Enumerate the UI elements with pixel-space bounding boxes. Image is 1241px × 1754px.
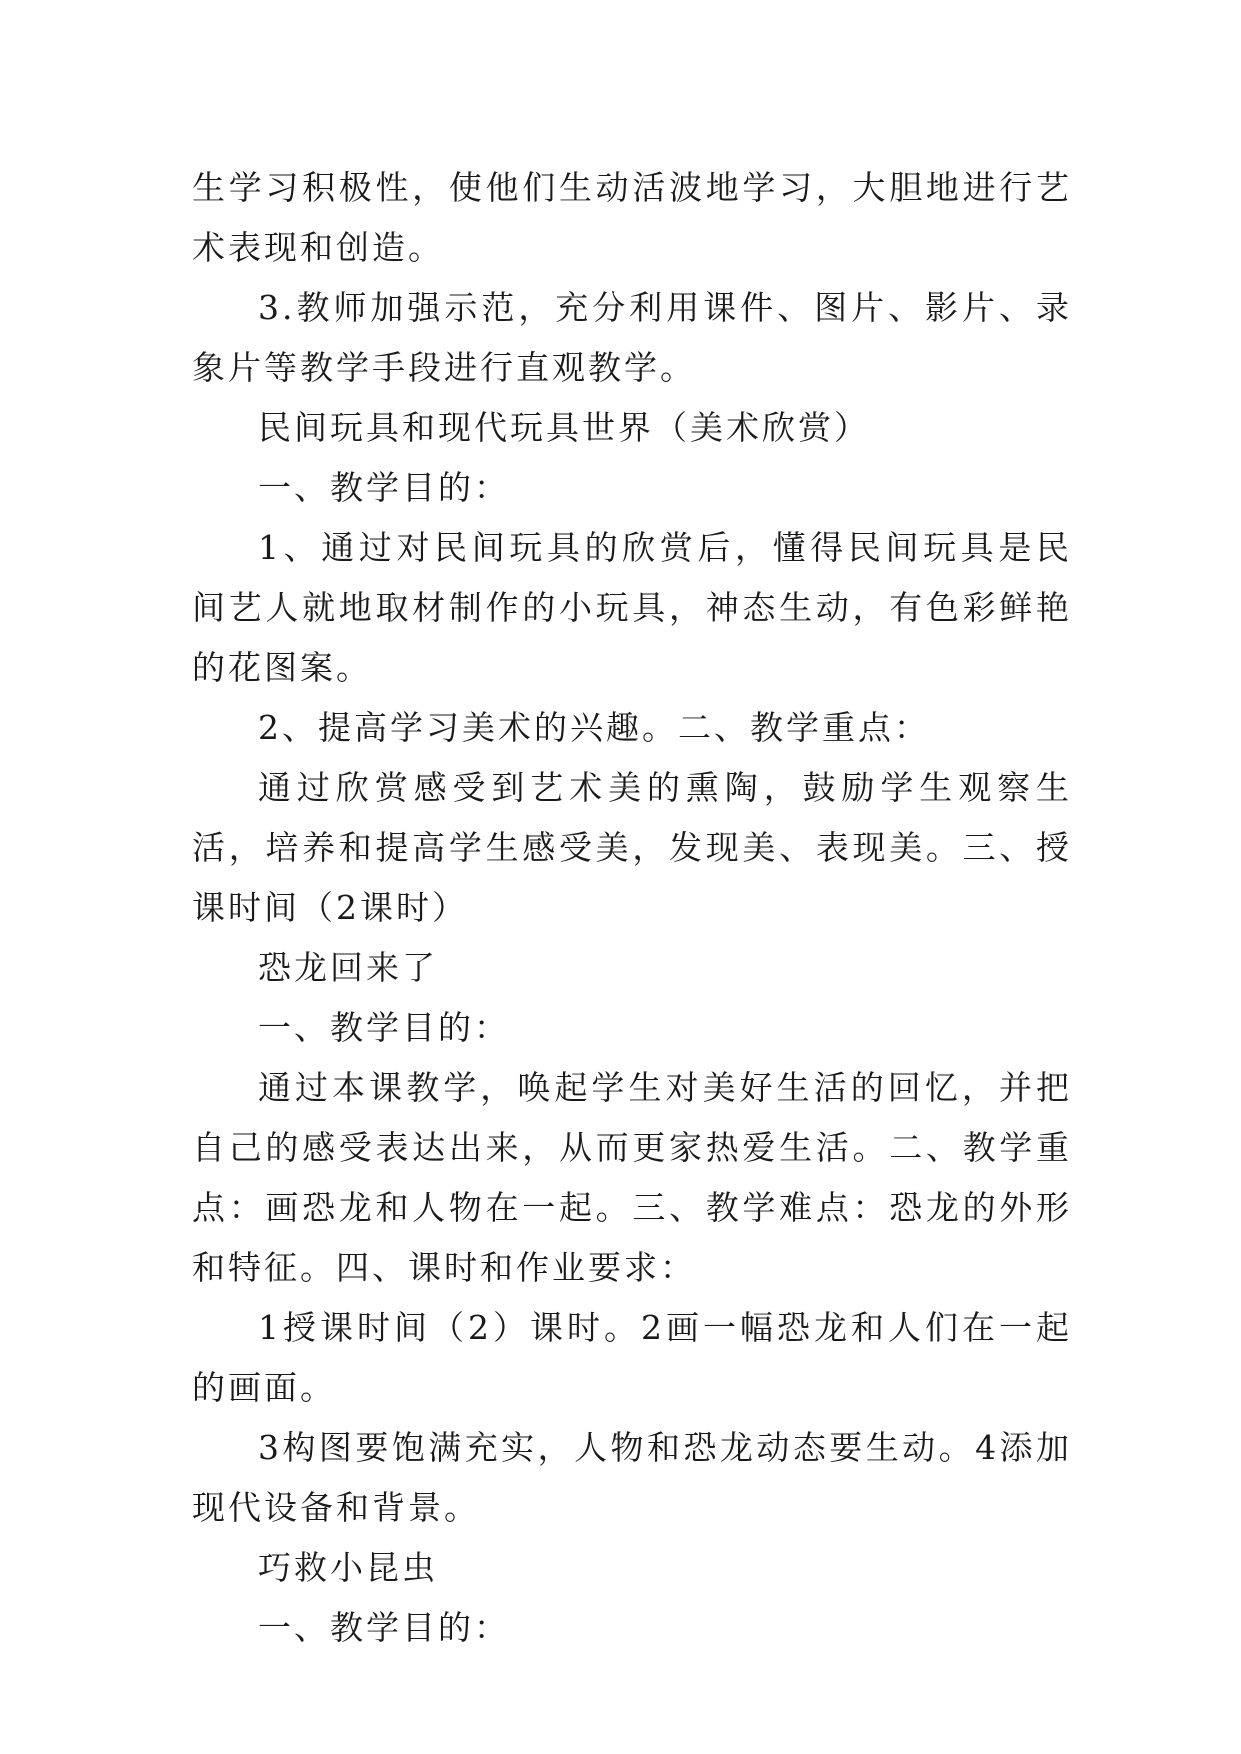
paragraph: 通过本课教学，唤起学生对美好生活的回忆，并把自己的感受表达出来，从而更家热爱生活。二、教学重点：画恐龙和人物在一起。三、教学难点：恐龙的外形和特征。四、课时和作业要求： <box>192 1068 1072 1287</box>
document-body <box>192 158 1072 1658</box>
paragraph: 生学习积极性，使他们生动活波地学习，大胆地进行艺术表现和创造。 <box>192 168 1072 267</box>
subheading: 一、教学目的： <box>258 1608 510 1647</box>
section-heading: 恐龙回来了 <box>258 948 438 987</box>
subheading: 一、教学目的： <box>258 1008 510 1047</box>
section-heading: 民间玩具和现代玩具世界（美术欣赏） <box>258 408 870 447</box>
paragraph: 1授课时间（2）课时。2画一幅恐龙和人们在一起的画面。 <box>192 1308 1072 1407</box>
section-heading: 巧救小昆虫 <box>258 1548 438 1587</box>
paragraph: 2、提高学习美术的兴趣。二、教学重点： <box>258 708 930 747</box>
subheading: 一、教学目的： <box>258 468 510 507</box>
paragraph: 3.教师加强示范，充分利用课件、图片、影片、录象片等教学手段进行直观教学。 <box>192 288 1072 387</box>
paragraph: 3构图要饱满充实，人物和恐龙动态要生动。4添加现代设备和背景。 <box>192 1428 1072 1527</box>
paragraph: 1、通过对民间玩具的欣赏后，懂得民间玩具是民间艺人就地取材制作的小玩具，神态生动，有色彩鲜艳的花图案。 <box>192 528 1072 687</box>
paragraph: 通过欣赏感受到艺术美的熏陶，鼓励学生观察生活，培养和提高学生感受美，发现美、表现美。三、授课时间（2课时） <box>192 768 1072 927</box>
